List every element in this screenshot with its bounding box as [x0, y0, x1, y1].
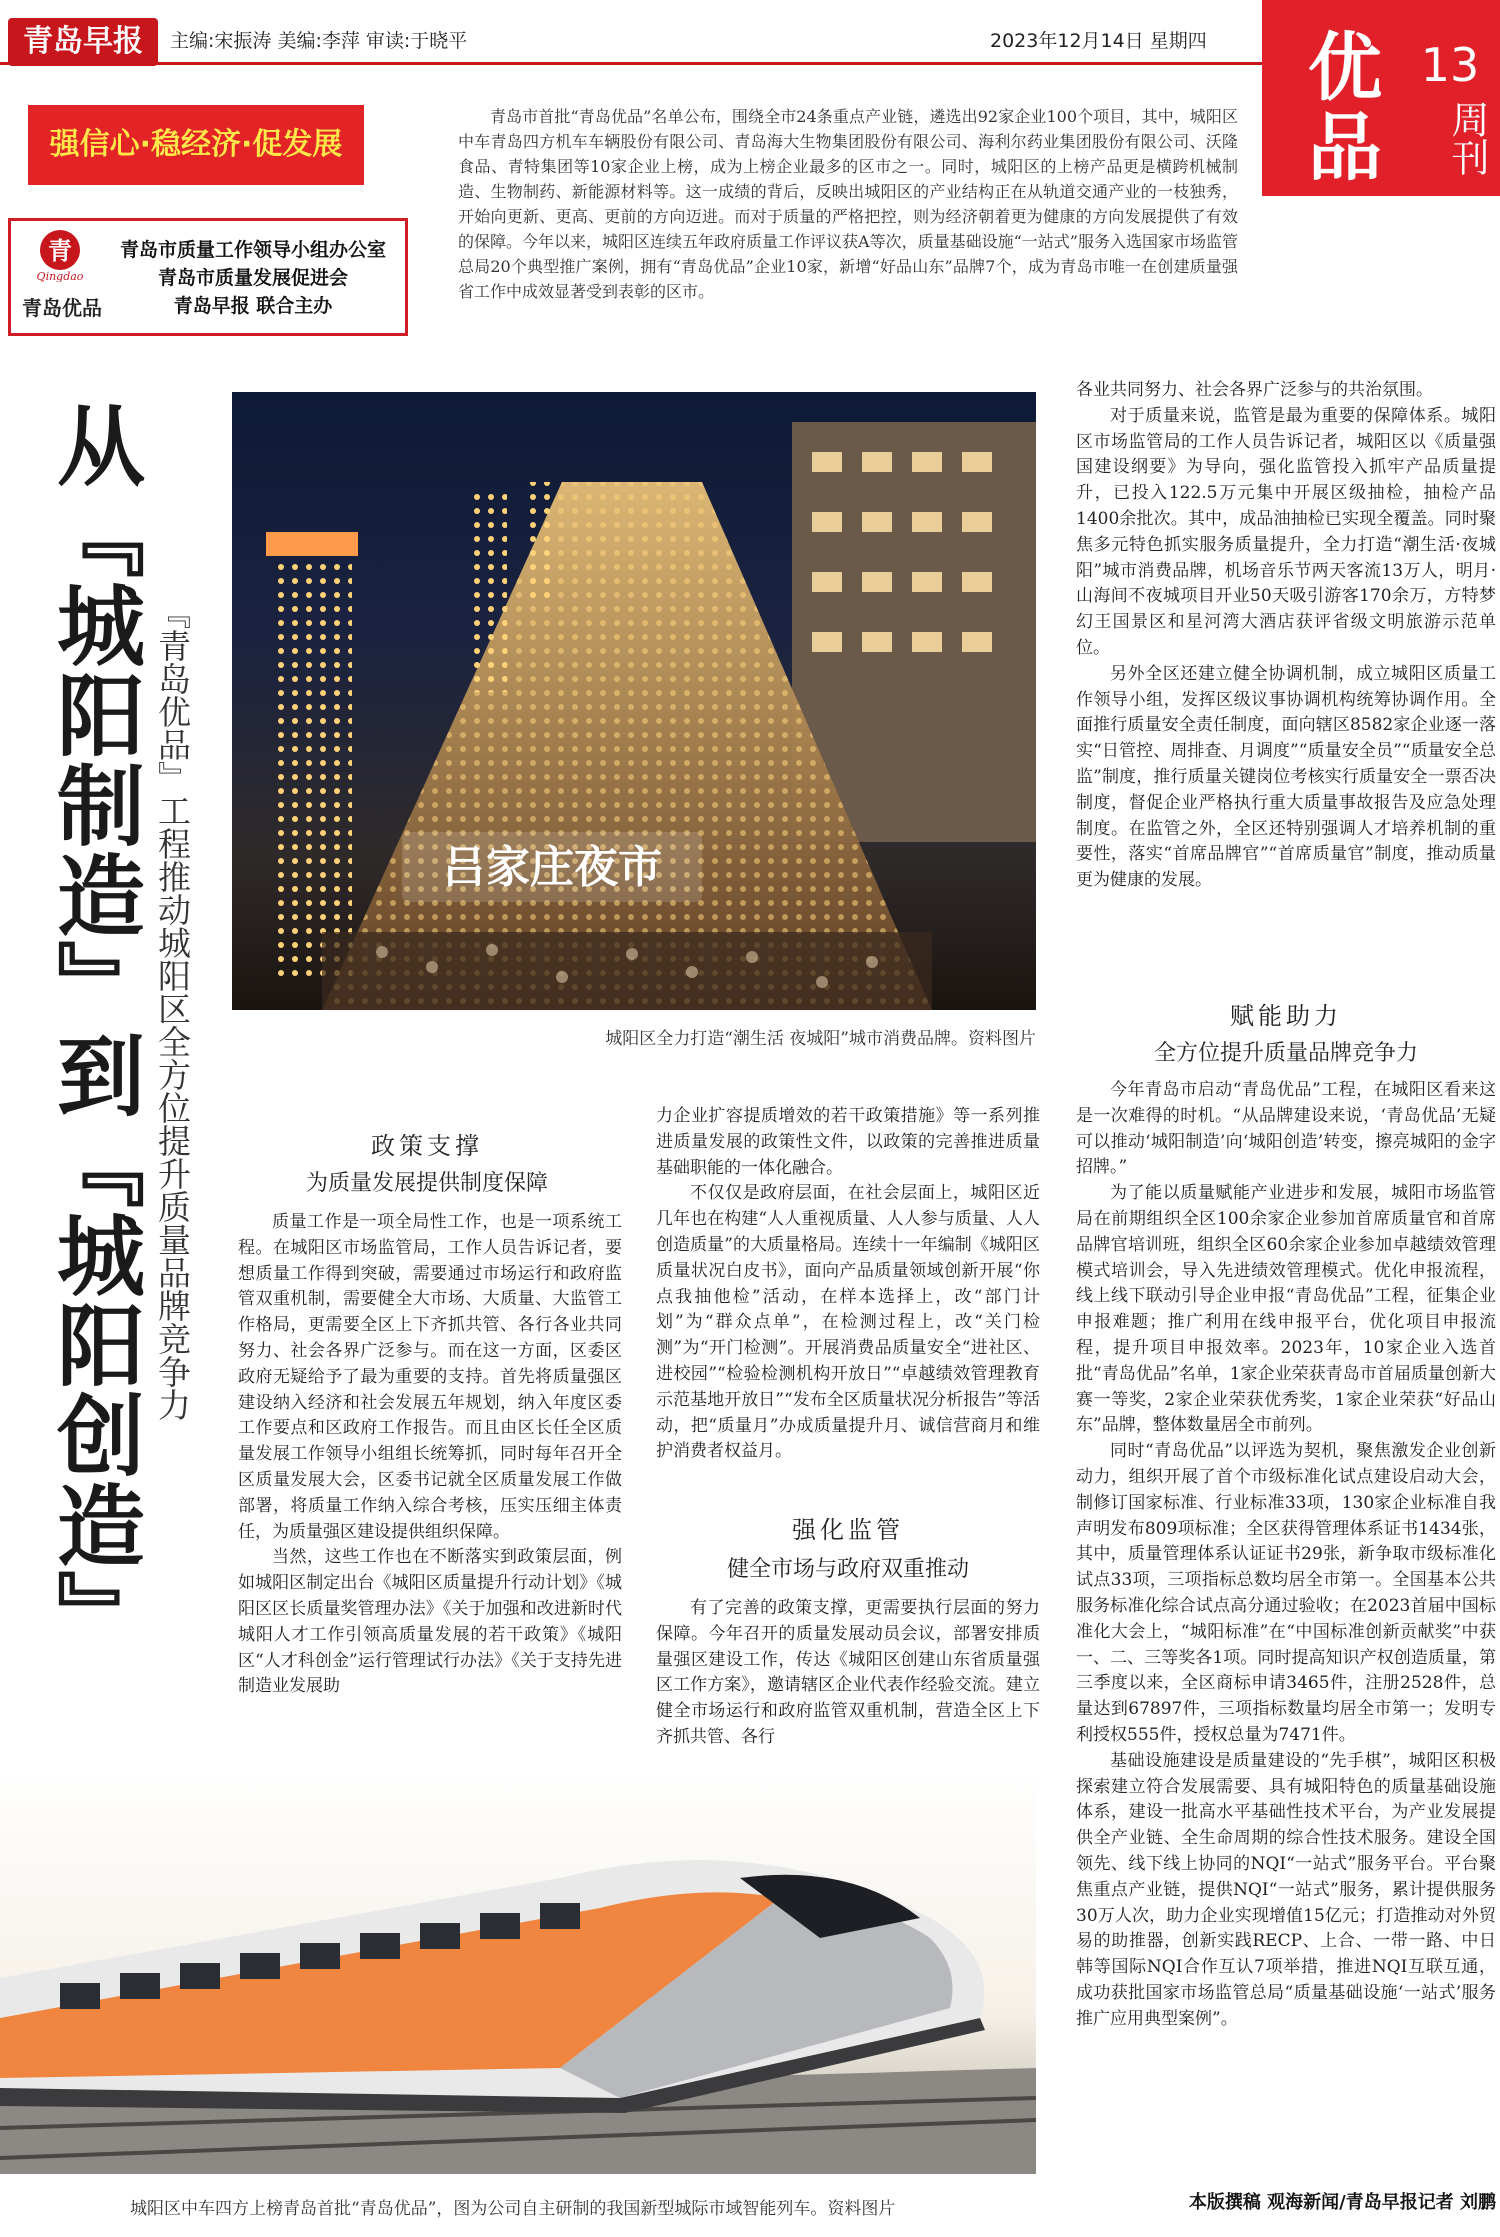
column3-body: [1076, 378, 1496, 978]
paragraph: 对于质量来说，监管是最为重要的保障体系。城阳区市场监管局的工作人员告诉记者，城阳区以《质量强国建设纲要》为导向，强化监管投入抓牢产品质量提升，已投入122.5万元集中开展区级抽检，抽检产品1400余批次。其中，成品油抽检已实现全覆盖。同时聚焦多元特色抓实服务质量提升，全力打造“潮生活·夜城阳”城市消费品牌，机场音乐节两天客流13万人，明月·山海间不夜城项目开业50天吸引游客170余万，方特梦幻王国景区和星河湾大酒店获评省级文明旅游示范单位。: [1076, 405, 1496, 658]
section2-body: [656, 1596, 1040, 1756]
paragraph: 各业共同努力、社会各界广泛参与的共治氛围。: [1076, 380, 1433, 400]
intro-paragraph: 青岛市首批“青岛优品”名单公布，围绕全市24条重点产业链，遴选出92家企业100个项目，其中，城阳区中车青岛四方机车车辆股份有限公司、青岛海大生物集团股份有限公司、海利尔药业集团股份有限公司、沃隆食品、青特集团等10家企业上榜，成为上榜企业最多的区市之一。同时，城阳区的上榜产品更是横跨机械制造、生物制药、新能源材料等。这一成绩的背后，反映出城阳区的产业结构正在从轨道交通产业的一枝独秀，开始向更新、更高、更前的方向迈进。而对于质量的严格把控，则为经济朝着更为健康的方向发展提供了有效的保障。今年以来，城阳区连续五年政府质量工作评议获A等次，质量基础设施“一站式”服务入选国家市场监管总局20个典型推广案例，拥有“青岛优品”企业10家，新增“好品山东”品牌7个，成为青岛市唯一在创建质量强省工作中成效显著受到表彰的区市。: [458, 107, 1238, 301]
section1-heading: 为质量发展提供制度保障: [305, 1171, 548, 1196]
page-number: 13: [1420, 38, 1480, 92]
section3-body: [1076, 1078, 1496, 2174]
editor-credits: 主编:宋振涛 美编:李萍 审读:于晓平: [170, 30, 468, 52]
main-headline: 从『城阳制造』到『城阳创造』: [43, 400, 146, 1660]
paragraph: 当然，这些工作也在不断落实到政策层面，例如城阳区制定出台《城阳区质量提升行动计划》《城阳区区长质量奖管理办法》《关于加强和改进新时代城阳人才工作引领高质量发展的若干政策》《城阳区“人才科创金”运行管理试行办法》《关于支持先进制造业发展助: [238, 1547, 622, 1697]
section-badge-sub: 周刊: [1445, 100, 1489, 176]
section3-heading: 全方位提升质量品牌竞争力: [1153, 1041, 1418, 1066]
section1-kicker: 政策支撑: [371, 1132, 483, 1160]
host-line-3: 青岛早报 联合主办: [173, 295, 333, 317]
section2-heading: 健全市场与政府双重推动: [726, 1557, 969, 1582]
intercity-train-illustration: [0, 1768, 1036, 2174]
paragraph: 力企业扩容提质增效的若干政策措施》等一系列推进质量发展的政策性文件，以政策的完善推进质量基础职能的一体化融合。: [656, 1106, 1040, 1178]
slogan-banner: 强信心·稳经济·促发展: [28, 105, 364, 185]
section3-kicker: 赋能助力: [1230, 1002, 1342, 1030]
host-organizers: [100, 236, 406, 320]
paragraph: 另外全区还建立健全协调机制，成立城阳区质量工作领导小组，发挥区级议事协调机构统筹协调作用。全面推行质量安全责任制度，面向辖区8582家企业逐一落实“日管控、周排查、月调度”“质量安全员”“质量安全总监”制度，推行质量关键岗位考核实行质量安全一票否决制度，督促企业严格执行重大质量事故报告及应急处理制度。在监管之外，全区还特别强调人才培养机制的重要性，落实“首席品牌官”“首席质量官”制度，推动质量更为健康的发展。: [1076, 663, 1496, 891]
host-logo-text: 青岛优品: [22, 296, 102, 320]
svg-text:青: 青: [48, 237, 72, 265]
paragraph: 质量工作是一项全局性工作，也是一项系统工程。在城阳区市场监管局，工作人员告诉记者，要想质量工作得到突破，需要通过市场运行和政府监管双重机制，需要健全大市场、大质量、大监管工作格局，更需要全区上下齐抓共管、各行各业共同努力、社会各界广泛参与。而在这一方面，区委区政府无疑给予了最为重要的支持。首先将质量强区建设纳入经济和社会发展五年规划，纳入年度区委工作要点和区政府工作报告。而且由区长任全区质量发展工作领导小组组长统筹抓，同时每年召开全区质量发展大会，区委书记就全区质量发展工作做部署，将质量工作纳入综合考核，压实压细主体责任，为质量强区建设提供组织保障。: [238, 1212, 622, 1542]
header-rule: [0, 62, 1262, 65]
svg-text:Qingdao: Qingdao: [36, 270, 84, 282]
photo2-caption: 城阳区中车四方上榜青岛首批“青岛优品”，图为公司自主研制的我国新型城际市域智能列车。资料图片: [130, 2199, 896, 2219]
paragraph: 基础设施建设是质量建设的“先手棋”，城阳区积极探索建立符合发展需要、具有城阳特色的质量基础设施体系，建设一批高水平基础性技术平台，为产业发展提供全产业链、全生命周期的综合性技术服务。建设全国领先、线下线上协同的NQI“一站式”服务平台。平台聚焦重点产业链，提供NQI“一站式”服务，累计提供服务30万人次，助力企业实现增值15亿元；打造推动对外贸易的助推器，创新实践RECP、上合、一带一路、中日韩等国际NQI合作互认7项举措，推进NQI互联互通，成功获批国家市场监管总局“质量基础设施‘一站式’服务推广应用典型案例”。: [1076, 1750, 1496, 2029]
night-market-sign: 吕家庄夜市: [442, 842, 662, 893]
paragraph: 有了完善的政策支撑，更需要执行层面的努力保障。今年召开的质量发展动员会议，部署安排质量强区建设工作，传达《城阳区创建山东省质量强区工作方案》，邀请辖区企业代表作经验交流。建立健全市场运行和政府监管双重机制，营造全区上下齐抓共管、各行: [656, 1598, 1040, 1747]
issue-date: 2023年12月14日 星期四: [990, 30, 1207, 52]
night-market-photo: [232, 392, 1036, 1010]
masthead-logo: 青岛早报: [8, 18, 158, 66]
byline: 本版撰稿 观海新闻/青岛早报记者 刘鹏: [1188, 2192, 1496, 2213]
qingdao-logo-icon: [20, 226, 100, 282]
photo1-caption: 城阳区全力打造“潮生活 夜城阳”城市消费品牌。资料图片: [605, 1029, 1036, 1049]
paragraph: 为了能以质量赋能产业进步和发展，城阳市场监管局在前期组织全区100余家企业参加首席质量官和首席品牌官培训班，组织全区60余家企业参加卓越绩效管理模式培训会，导入先进绩效管理模式。优化申报流程，线上线下联动引导企业申报“青岛优品”工程，征集企业申报难题；推广利用在线申报平台，优化项目申报流程，提升项目申报效率。2023年，10家企业入选首批“青岛优品”名单，1家企业荣获青岛市首届质量创新大赛一等奖，2家企业荣获优秀奖，1家企业荣获“好品山东”品牌，整体数量居全市前列。: [1076, 1183, 1496, 1436]
section2-kicker: 强化监管: [792, 1516, 904, 1544]
train-photo: [0, 1768, 1036, 2174]
section-badge-title: 优品: [1308, 25, 1382, 191]
section1-body: [238, 1210, 622, 1755]
host-line-2: 青岛市质量发展促进会: [157, 267, 348, 289]
host-line-1: 青岛市质量工作领导小组办公室: [119, 239, 386, 261]
night-market-illustration: [232, 392, 1036, 1010]
column2-body: [656, 1104, 1040, 1489]
paragraph: 不仅仅是政府层面，在社会层面上，城阳区近几年也在构建“人人重视质量、人人参与质量、人人创造质量”的大质量格局。连续十一年编制《城阳区质量状况白皮书》，面向产品质量领域创新开展“你点我抽他检”活动，在样本选择上，改“部门计划”为“群众点单”，在检测过程上，改“关门检测”为“开门检测”。开展消费品质量安全“进社区、进校园”“检验检测机构开放日”“卓越绩效管理教育示范基地开放日”“发布全区质量状况分析报告”等活动，把“质量月”办成质量提升月、诚信营商月和维护消费者权益月。: [656, 1183, 1040, 1462]
sub-headline: 『青岛优品』工程推动城阳区全方位提升质量品牌竞争力: [153, 596, 192, 1421]
paragraph: 今年青岛市启动“青岛优品”工程，在城阳区看来这是一次难得的时机。“从品牌建设来说，‘青岛优品’无疑可以推动‘城阳制造’向‘城阳创造’转变，擦亮城阳的金字招牌。”: [1076, 1080, 1496, 1178]
paragraph: 同时“青岛优品”以评选为契机，聚焦激发企业创新动力，组织开展了首个市级标准化试点建设启动大会，制修订国家标准、行业标准33项，130家企业标准自我声明发布809项标准；全区获得管理体系证书1434张，其中，质量管理体系认证证书29张，新争取市级标准化试点33项，三项指标总数均居全市第一。全国基本公共服务标准化综合试点高分通过验收；在2023首届中国标准化大会上，“城阳标准”在“中国标准创新贡献奖”中获一、二、三等奖各1项。同时提高知识产权创造质量，第三季度以来，全区商标申请3465件，注册2528件，总量达到67897件，三项指标数量均居全市第一；发明专利授权555件，授权总量为7471件。: [1076, 1441, 1496, 1745]
